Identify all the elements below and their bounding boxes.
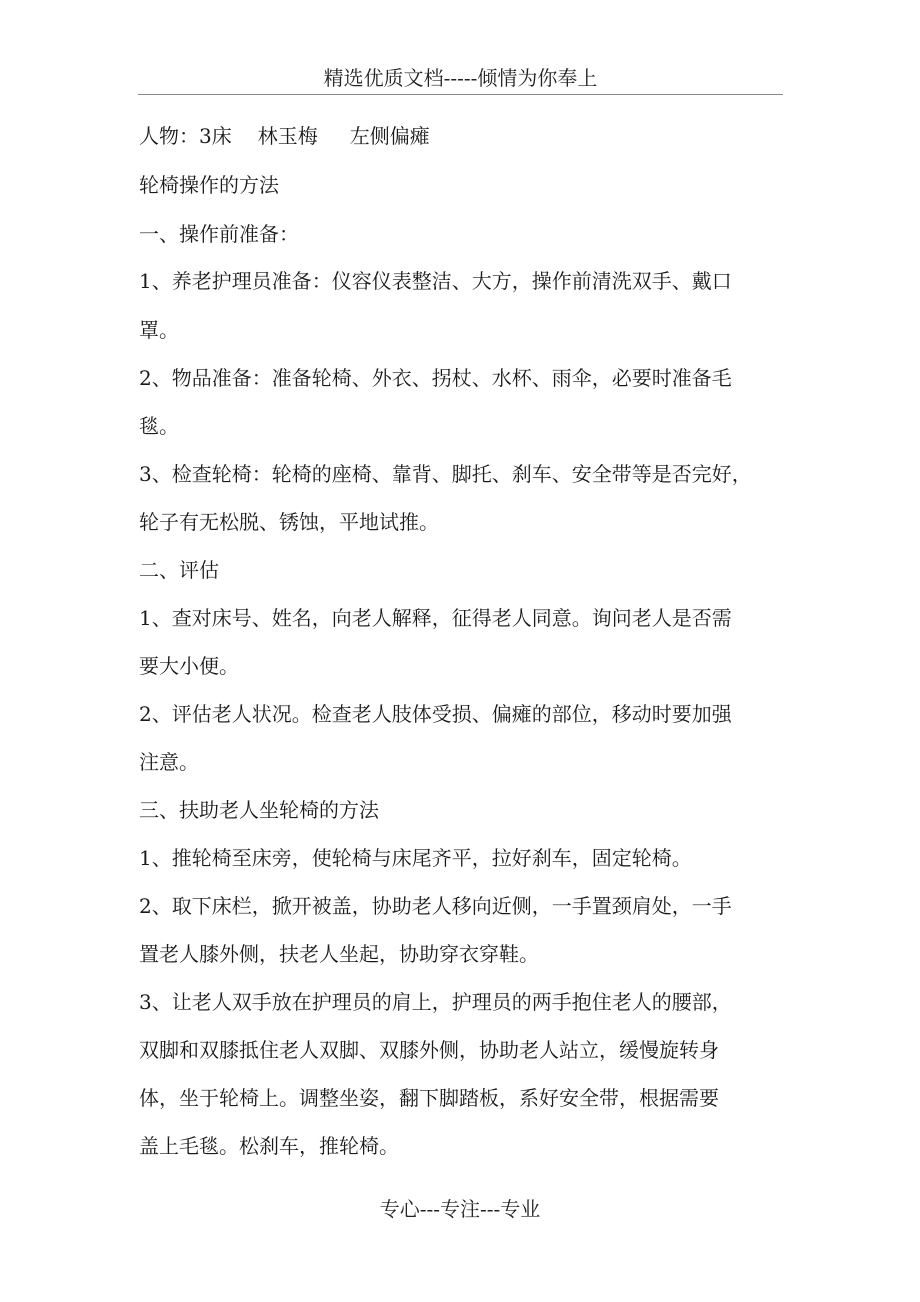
paragraph-line: 注意。 <box>139 750 199 774</box>
paragraph-line: 罩。 <box>139 318 179 342</box>
paragraph-line: 3、检查轮椅：轮椅的座椅、靠背、脚托、刹车、安全带等是否完好， <box>139 462 752 486</box>
paragraph-line: 2、取下床栏，掀开被盖，协助老人移向近侧，一手置颈肩处，一手 <box>139 894 732 918</box>
subject-label: 人物：3床 <box>139 124 232 148</box>
paragraph-line: 3、让老人双手放在护理员的肩上，护理员的两手抱住老人的腰部， <box>139 990 732 1014</box>
heading-transfer: 三、扶助老人坐轮椅的方法 <box>139 798 379 822</box>
paragraph-line: 1、推轮椅至床旁，使轮椅与床尾齐平，拉好刹车，固定轮椅。 <box>139 846 692 870</box>
paragraph-line: 双脚和双膝抵住老人双脚、双膝外侧，协助老人站立，缓慢旋转身 <box>139 1038 719 1062</box>
paragraph-line: 轮子有无松脱、锈蚀，平地试推。 <box>139 510 439 534</box>
paragraph-line: 2、评估老人状况。检查老人肢体受损、偏瘫的部位，移动时要加强 <box>139 702 732 726</box>
paragraph-line: 置老人膝外侧，扶老人坐起，协助穿衣穿鞋。 <box>139 942 539 966</box>
section-title: 轮椅操作的方法 <box>139 173 279 197</box>
subject-condition: 左侧偏瘫 <box>349 124 430 148</box>
paragraph-line: 1、养老护理员准备：仪容仪表整洁、大方，操作前清洗双手、戴口 <box>139 269 732 293</box>
paragraph-line: 1、查对床号、姓名，向老人解释，征得老人同意。询问老人是否需 <box>139 606 732 630</box>
paragraph-line: 盖上毛毯。松刹车，推轮椅。 <box>139 1134 399 1158</box>
heading-preparation: 一、操作前准备： <box>139 222 299 246</box>
header-text: 精选优质文档-----倾情为你奉上 <box>323 66 598 90</box>
page-footer: 专心---专注---专业 <box>379 1197 541 1221</box>
subject-line <box>139 124 430 148</box>
paragraph-line: 体，坐于轮椅上。调整坐姿，翻下脚踏板，系好安全带，根据需要 <box>139 1086 719 1110</box>
paragraph-line: 2、物品准备：准备轮椅、外衣、拐杖、水杯、雨伞，必要时准备毛 <box>139 366 732 390</box>
heading-assessment: 二、评估 <box>139 558 219 582</box>
page-header <box>138 64 783 95</box>
paragraph-line: 要大小便。 <box>139 654 239 678</box>
paragraph-line: 毯。 <box>139 414 179 438</box>
subject-name: 林玉梅 <box>257 124 318 148</box>
